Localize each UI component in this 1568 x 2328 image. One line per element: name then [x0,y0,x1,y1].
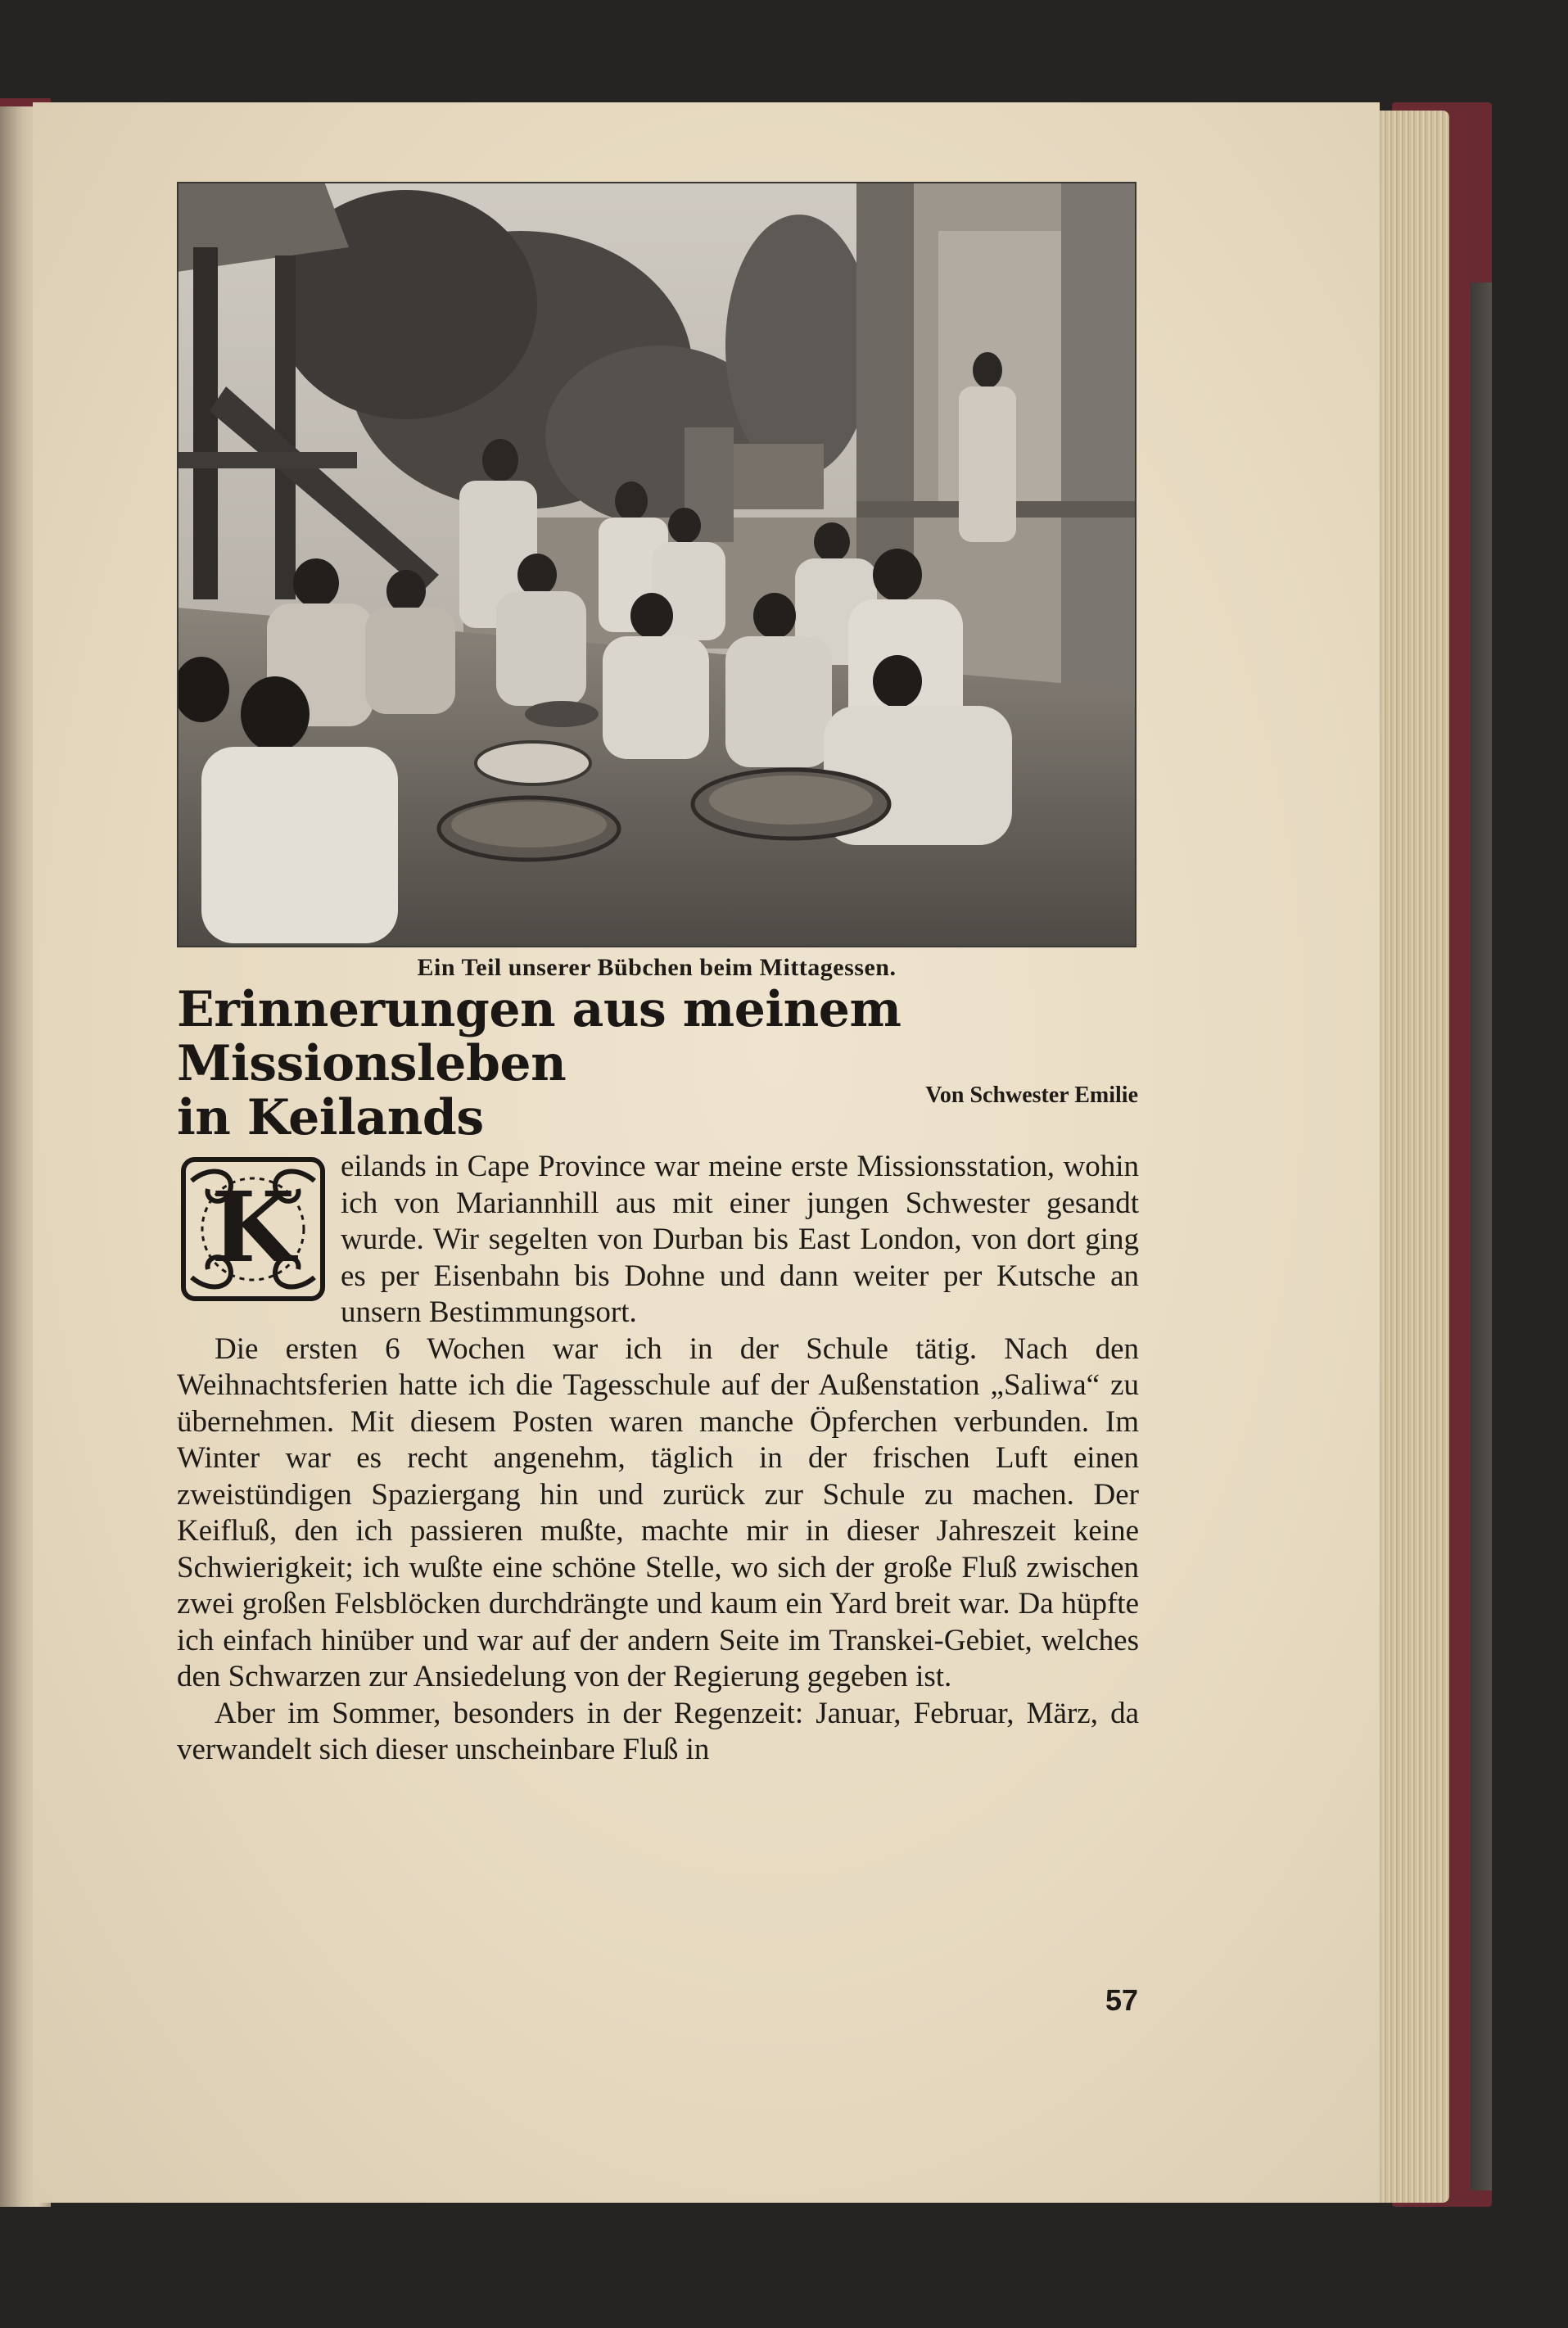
paragraph-2: Die ersten 6 Wochen war ich in der Schule tätig. Nach den Weihnachtsferien hatte ich die Tagesschule auf der Außenstation „Saliwa“ zu übernehmen. Mit diesem Posten waren manche Öpferchen verbunden. Im Winter war es recht angenehm, täglich in der frischen Luft einen zweistündigen Spaziergang hin und zurück zur Schule zu machen. Der Keifluß, den ich passieren mußte, machte mir in dieser Jahreszeit keine Schwierigkeit; ich wußte eine schöne Stelle, wo sich der große Fluß zwischen zwei großen Felsblöcken durchdrängte und kaum ein Yard breit war. Da hüpfte ich einfach hinüber und war auf der andern Seite im Transkei-Gebiet, welches den Schwarzen zur Ansiedelung von der Regierung gegeben ist. [177,1331,1139,1693]
paragraph-3: Aber im Sommer, besonders in der Regenzeit: Januar, Februar, März, da verwandelt sich dieser unscheinbare Fluß in [177,1696,1139,1766]
photo-caption: Ein Teil unserer Bübchen beim Mittagessen. [417,954,897,981]
page-number: 57 [1105,1983,1138,2017]
photo-boys-at-lunch [177,182,1136,947]
title-line-1: Erinnerungen aus meinem Missionsleben [177,981,901,1092]
article-author: Von Schwester Emilie [925,1083,1138,1108]
svg-text:K: K [210,1170,296,1284]
ornamental-initial [180,1156,326,1302]
paragraph-1: eilands in Cape Province war meine erste Missionsstation, wohin ich von Mariannhill aus mit einer jungen Schwester gesandt wurde. Wir segelten von Durban bis East London, von dort ging es per Eisenbahn bis Dohne und dann weiter per Kutsche an unsern Bestimmungsort. [341,1150,1139,1329]
cover-board [1471,283,1492,2190]
article-title [177,983,1159,1145]
title-line-2: in Keilands [177,1089,484,1146]
